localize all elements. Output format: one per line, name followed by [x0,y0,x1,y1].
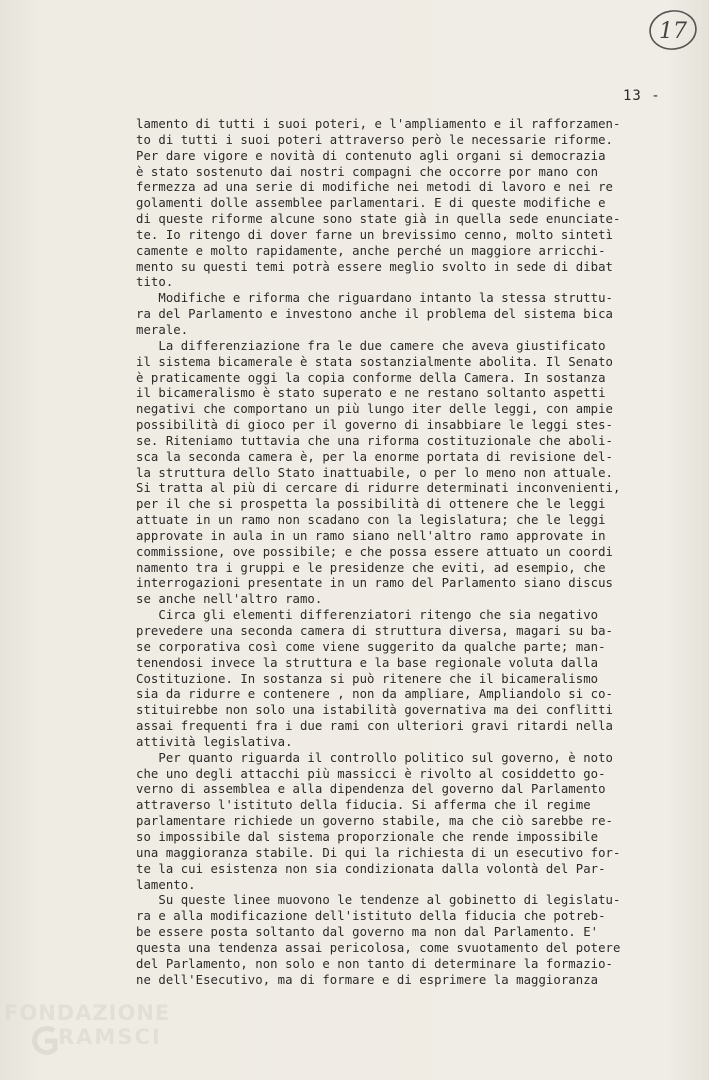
text-line: possibilità di gioco per il governo di insabbiare le leggi stes- [136,418,614,433]
watermark-line1: FONDAZIONE [4,1001,171,1025]
text-line: se corporativa così come viene suggerito da qualche parte; man- [136,639,606,654]
text-line: mento su questi temi potrà essere meglio svolto in sede di dibat [136,259,614,274]
text-line: una maggioranza stabile. Di qui la richiesta di un esecutivo for- [136,845,621,860]
text-line: stituirebbe non solo una istabilità governativa ma dei conflitti [136,703,614,718]
text-line: tito. [136,275,174,290]
text-line: interrogazioni presentate in un ramo del Parlamento siano discus [136,576,614,591]
text-line: be essere posta soltanto dal governo ma non dal Parlamento. E' [136,925,599,940]
text-line: camente e molto rapidamente, anche perché un maggiore arricchi- [136,243,606,258]
text-line: to di tutti i suoi poteri attraverso però le necessarie riforme. [136,132,614,147]
text-line: Per quanto riguarda il controllo politico sul governo, è noto [136,750,614,765]
text-line: lamento. [136,877,196,892]
text-line: ra del Parlamento e investono anche il problema del sistema bica [136,307,614,322]
text-line: commissione, ove possibile; e che possa essere attuato un coordi [136,544,614,559]
text-line: verno di assemblea e alla dipendenza del governo dal Parlamento [136,782,606,797]
text-line: se. Riteniamo tuttavia che una riforma costituzionale che aboli- [136,433,614,448]
text-line: se anche nell'altro ramo. [136,592,323,607]
text-line: questa una tendenza assai pericolosa, come svuotamento del potere [136,940,621,955]
text-line: te la cui esistenza non sia condizionata dalla volontà del Par- [136,861,606,876]
text-line: La differenziazione fra le due camere che aveva giustificato [136,338,606,353]
text-line: ne dell'Esecutivo, ma di formare e di esprimere la maggioranza [136,972,599,987]
archive-number-circle-icon [647,8,699,52]
text-line: assai frequenti fra i due rami con ulteriori gravi ritardi nella [136,719,614,734]
text-line: fermezza ad una serie di modifiche nei metodi di lavoro e nei re [136,180,614,195]
gramsci-logo-icon [30,1023,60,1059]
text-line: Si tratta al più di cercare di ridurre determinati inconvenienti, [136,481,621,496]
text-line: approvate in aula in un ramo siano nell'altro ramo approvate in [136,528,606,543]
text-line: attraverso l'istituto della fiducia. Si afferma che il regime [136,798,591,813]
text-line: Costituzione. In sostanza si può ritenere che il bicameralismo [136,671,599,686]
text-line: è stato sostenuto dai nostri compagni che occorre por mano con [136,164,599,179]
text-line: parlamentare richiede un governo stabile, ma che ciò sarebbe re- [136,814,614,829]
page-number: 13 - [623,88,661,104]
text-line: che uno degli attacchi più massicci è rivolto al cosiddetto go- [136,766,606,781]
text-line: so impossibile dal sistema proporzionale che rende impossibile [136,829,599,844]
text-line: namento tra i gruppi e le presidenze che eviti, ad esempio, che [136,560,606,575]
text-line: del Parlamento, non solo e non tanto di determinare la formazio- [136,956,614,971]
text-line: te. Io ritengo di dover farne un brevissimo cenno, molto sintetì [136,227,614,242]
watermark-line2: RAMSCI [58,1025,162,1049]
text-line: Circa gli elementi differenziatori ritengo che sia negativo [136,608,599,623]
text-line: merale. [136,322,189,337]
text-line: golamenti dolle assemblee parlamentari. E di queste modifiche e [136,196,606,211]
text-line: tenendosi invece la struttura e la base regionale voluta dalla [136,655,599,670]
text-line: lamento di tutti i suoi poteri, e l'ampliamento e il rafforzamen- [136,117,621,131]
text-line: per il che si prospetta la possibilità di ottenere che le leggi [136,497,606,512]
text-line: Per dare vigore e novità di contenuto agli organi si democrazia [136,148,606,163]
text-line: attuate in un ramo non scadano con la legislatura; che le leggi [136,513,606,528]
text-line: sca la seconda camera è, per la enorme portata di revisione del- [136,449,614,464]
text-line: Modifiche e riforma che riguardano intanto la stessa struttu- [136,291,614,306]
text-line: negativi che comportano un più lungo iter delle leggi, con ampie [136,402,614,417]
fondazione-gramsci-watermark [4,1001,174,1071]
text-line: prevedere una seconda camera di struttura diversa, magari su ba- [136,624,614,638]
text-line: Su queste linee muovono le tendenze al gobinetto di legislatu- [136,893,621,908]
text-line: attività legislativa. [136,734,293,749]
text-line: è praticamente oggi la copia conforme della Camera. In sostanza [136,370,606,385]
typewritten-body [136,117,684,988]
archive-number: 17 [659,19,687,44]
text-line: ra e alla modificazione dell'istituto della fiducia che potreb- [136,909,606,924]
text-line: di queste riforme alcune sono state già in quella sede enunciate- [136,212,621,227]
text-line: il sistema bicamerale è stata sostanzialmente abolita. Il Senato [136,354,614,369]
text-line: il bicameralismo è stato superato e ne restano soltanto aspetti [136,386,606,401]
text-line: sia da ridurre e contenere , non da ampliare, Ampliandolo si co- [136,687,614,702]
text-line: la struttura dello Stato inattuabile, o per lo meno non attuale. [136,465,614,480]
